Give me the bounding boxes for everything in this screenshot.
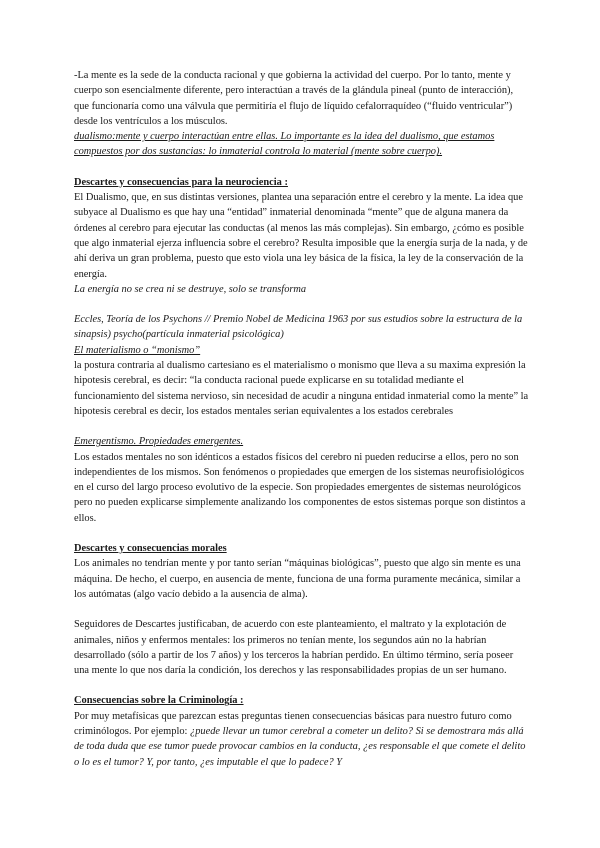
paragraph-dualism: El Dualismo, que, en sus distintas versiones, plantea una separación entre el cerebro y la mente. La idea que subyace al Dualismo es que hay una “entidad” inmaterial denominada “mente” que de alguna manera da órdenes al cerebro para ejecutar las conductas (al menos las más complejas). Sin embargo, ¿cómo es posible que algo inmaterial ejerza influencia sobre el cerebro? Resulta imposible que la energía surja de la nada, y de ahí deriva un gran problema, puesto que esto viola una ley básica de la física, la ley de la conservación de la energía. <box>74 192 528 280</box>
heading-moral-consequences: Descartes y consecuencias morales <box>74 543 227 555</box>
eccles-note: Eccles, Teoría de los Psychons // Premio Nobel de Medicina 1963 por sus estudios sobre la estructura de la sinapsis) psycho(partícula inmaterial psicológica) <box>74 314 523 341</box>
heading-emergentism: Emergentismo. Propiedades emergentes. <box>74 436 244 448</box>
document-body <box>74 68 530 770</box>
paragraph-animals: Los animales no tendrían mente y por tanto serían “máquinas biológicas”, puesto que algo sin mente es una máquina. De hecho, el cuerpo, en ausencia de mente, funciona de una forma puramente mecánica, similar a los autómatas (algo vacío debido a la ausencia de alma). <box>74 558 521 600</box>
dualism-definition: dualismo:mente y cuerpo interactúan entre ellas. Lo importante es la idea del dualismo, que estamos compuestos por dos sustancias: lo inmaterial controla lo material (mente sobre cuerpo). <box>74 131 495 158</box>
energy-law-note: La energía no se crea ni se destruye, solo se transforma <box>74 283 307 295</box>
heading-materialism: El materialismo o “monismo” <box>74 344 201 356</box>
paragraph-mind-body: -La mente es la sede de la conducta racional y que gobierna la actividad del cuerpo. Por lo tanto, mente y cuerpo son esencialmente diferente, pero interactúan a través de la glándula pineal (punto de interacción), que funcionaría como una válvula que permitiría el flujo de líquido cefalorraquídeo (“fluido ventricular”) desde los ventrículos a los músculos. <box>74 70 514 127</box>
criminology-questions: ¿puede llevar un tumor cerebral a cometer un delito? Si se demostrara más allá de toda duda que ese tumor puede provocar cambios en la conducta, ¿es responsable el que comete el delito o lo es el tumor? Y, por tanto, ¿es imputable el que lo padece? Y <box>74 725 526 768</box>
heading-neuroscience: Descartes y consecuencias para la neurociencia : <box>74 176 288 188</box>
paragraph-emergentism: Los estados mentales no son idénticos a estados físicos del cerebro ni pueden reducirse a ellos, pero no son independientes de los mismos. Son fenómenos o propiedades que emergen de los sistemas neurofisiológicos en el curso del largo proceso evolutivo de la especie. Son propiedades emergentes de sistemas neurológicos pero no pueden explicarse simplemente analizando los componentes de estos sistemas porque son distintos a ellos. <box>74 451 526 524</box>
heading-criminology: Consecuencias sobre la Criminología : <box>74 695 244 707</box>
criminology-lead: Por muy metafísicas que parezcan estas preguntas tienen consecuencias básicas para nuestro futuro como criminólogos. Por ejemplo: <box>74 710 512 737</box>
paragraph-criminology <box>74 709 530 770</box>
paragraph-followers: Seguidores de Descartes justificaban, de acuerdo con este planteamiento, el maltrato y la explotación de animales, niños y enfermos mentales: los primeros no tenían mente, los segundos aún no la habrían desarrollado (sólo a partir de los 7 años) y los terceros la habrían perdido. En último término, sería poseer una mente lo que nos daría la condición, los derechos y las responsabilidades propias de un ser humano. <box>74 619 514 677</box>
paragraph-materialism: la postura contraria al dualismo cartesiano es el materialismo o monismo que lleva a su maxima expresión la hipotesis cerebral, es decir: “la conducta racional puede explicarse en su totalidad mediante el funcionamiento del sistema nervioso, sin necesidad de acudir a ninguna entidad inmaterial como la mente” la hipotesis cerebral es decir, los estados mentales serian equivalentes a los estados cerebrales <box>74 360 529 417</box>
